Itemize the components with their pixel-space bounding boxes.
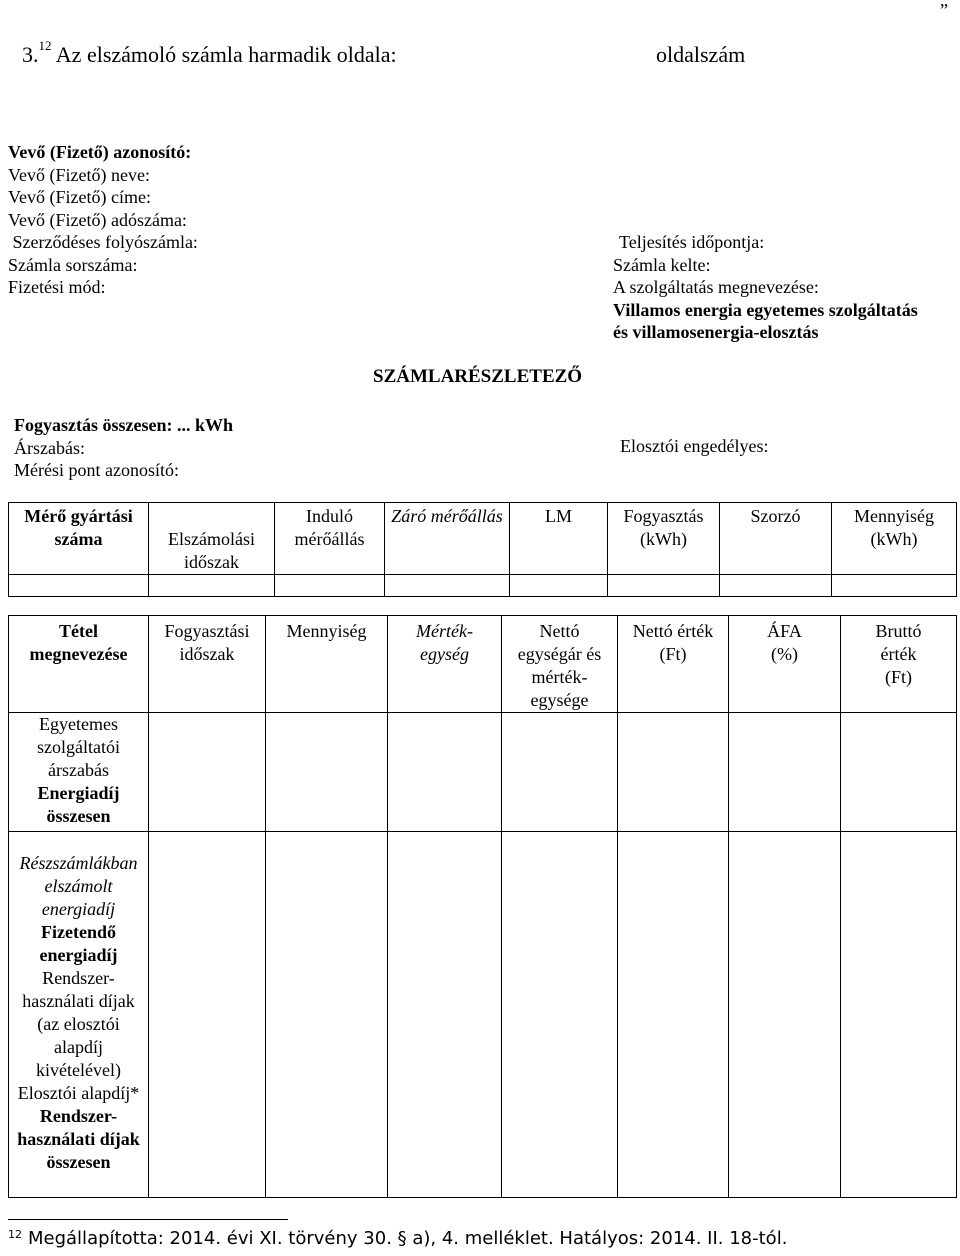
item-partial-invoiced: Részszámlákban elszámolt energiadíj: [19, 853, 138, 919]
service-info: [613, 231, 918, 344]
buyer-id-label: Vevő (Fizető) azonosító:: [8, 142, 192, 162]
item-row-system: [9, 832, 149, 1198]
item-cell: [841, 832, 957, 1198]
meter-cell: [149, 575, 275, 597]
heading-footnote-ref: 12: [38, 38, 52, 53]
item-cell: [149, 832, 266, 1198]
items-header-net: Nettó érték (Ft): [618, 616, 729, 713]
footnote-divider: [8, 1219, 288, 1220]
meter-cell: [510, 575, 608, 597]
distributor-label: Elosztói engedélyes:: [620, 436, 769, 456]
meter-cell: [9, 575, 149, 597]
payment-method-label: Fizetési mód:: [8, 277, 106, 297]
meter-header-serial: Mérő gyártási száma: [9, 503, 149, 575]
issue-date-label: Számla kelte:: [613, 254, 711, 275]
item-cell: [149, 713, 266, 832]
meter-header-consumption: Fogyasztás (kWh): [608, 503, 720, 575]
buyer-info: [8, 141, 198, 299]
item-cell: [502, 713, 618, 832]
meter-header-start: Induló mérőállás: [275, 503, 385, 575]
items-header-vat: ÁFA (%): [729, 616, 841, 713]
items-header-quantity: Mennyiség: [266, 616, 388, 713]
consumption-total: Fogyasztás összesen: ... kWh: [14, 415, 233, 435]
item-system-fees: Rendszer-használati díjak (az elosztói alapdíj kivételével): [22, 968, 135, 1080]
item-cell: [388, 832, 502, 1198]
item-system-fees-total: Rendszer-használati díjak összesen: [17, 1106, 140, 1172]
page-heading: [22, 38, 397, 68]
meter-header-lm: LM: [510, 503, 608, 575]
page-number-label: oldalszám: [656, 42, 746, 67]
meter-cell: [608, 575, 720, 597]
meter-header-period: Elszámolási időszak: [149, 503, 275, 575]
corner-mark: „: [940, 0, 948, 10]
item-cell: [729, 832, 841, 1198]
items-header-unit-price: Nettó egységár és mérték-egysége: [502, 616, 618, 713]
meter-cell: [385, 575, 510, 597]
heading-number: 3.: [22, 42, 39, 67]
item-cell: [729, 713, 841, 832]
items-header-unit: Mérték-egység: [388, 616, 502, 713]
consumption-info: [14, 414, 233, 482]
footnote-text: Megállapította: 2014. évi XI. törvény 30. § a), 4. melléklet. Hatályos: 2014. II. 18-tól.: [28, 1228, 788, 1249]
items-table: [8, 615, 957, 1198]
invoice-number-label: Számla sorszáma:: [8, 254, 138, 275]
contract-account-label: Szerződéses folyószámla:: [8, 232, 198, 252]
meter-header-quantity: Mennyiség (kWh): [832, 503, 957, 575]
meter-cell: [832, 575, 957, 597]
item-row-energy: [9, 713, 149, 832]
items-header-gross: Bruttó érték (Ft): [841, 616, 957, 713]
item-cell: [266, 832, 388, 1198]
item-cell: [266, 713, 388, 832]
item-distributor-base: Elosztói alapdíj*: [17, 1083, 140, 1103]
meter-cell: [720, 575, 832, 597]
meter-header-end: Záró mérőállás: [385, 503, 510, 575]
item-cell: [388, 713, 502, 832]
footnote-number: 12: [8, 1228, 22, 1241]
items-header-name: Tétel megnevezése: [9, 616, 149, 713]
meter-table: [8, 502, 957, 597]
completion-date-label: Teljesítés időpontja:: [619, 232, 765, 252]
item-universal-tariff: Egyetemes szolgáltatói árszabás: [37, 714, 120, 780]
item-cell: [618, 713, 729, 832]
service-name-line2: és villamosenergia-elosztás: [613, 322, 819, 342]
section-title: SZÁMLARÉSZLETEZŐ: [373, 366, 583, 387]
meter-cell: [275, 575, 385, 597]
buyer-tax-label: Vevő (Fizető) adószáma:: [8, 209, 187, 230]
item-energy-total: Energiadíj összesen: [37, 783, 120, 826]
meter-header-multiplier: Szorzó: [720, 503, 832, 575]
item-cell: [841, 713, 957, 832]
service-name-line1: Villamos energia egyetemes szolgáltatás: [613, 299, 918, 320]
buyer-name-label: Vevő (Fizető) neve:: [8, 164, 150, 185]
meter-point-label: Mérési pont azonosító:: [14, 460, 179, 480]
tariff-label: Árszabás:: [14, 437, 85, 458]
heading-text: Az elszámoló számla harmadik oldala:: [55, 42, 397, 67]
item-energy-payable: Fizetendő energiadíj: [39, 922, 118, 965]
item-cell: [502, 832, 618, 1198]
items-header-period: Fogyasztási időszak: [149, 616, 266, 713]
service-name-label: A szolgáltatás megnevezése:: [613, 277, 819, 297]
item-cell: [618, 832, 729, 1198]
buyer-address-label: Vevő (Fizető) címe:: [8, 187, 151, 207]
footnote: [8, 1228, 787, 1249]
